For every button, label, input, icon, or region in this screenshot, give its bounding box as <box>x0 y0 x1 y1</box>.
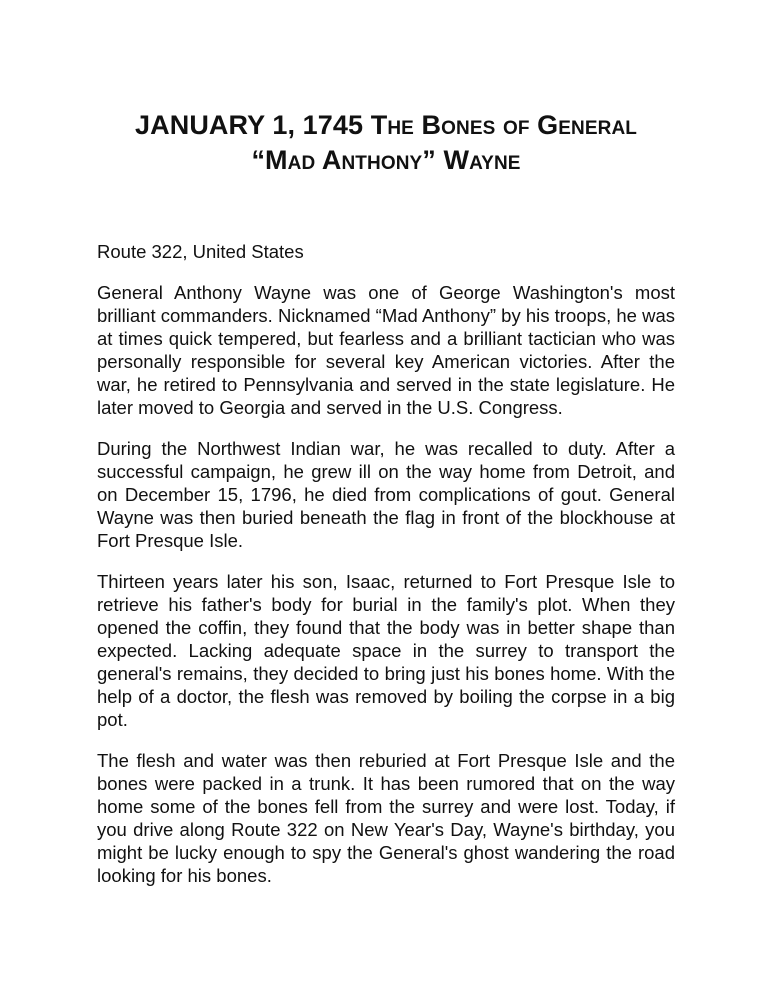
paragraph-3: Thirteen years later his son, Isaac, returned to Fort Presque Isle to retrieve his father's body for burial in the family's plot. When they opened the coffin, they found that the body was in better shape than expected. Lacking adequate space in the surrey to transport the general's remains, they decided to bring just his bones home. With the help of a doctor, the flesh was removed by boiling the corpse in a big pot. <box>97 571 675 730</box>
paragraph-2: During the Northwest Indian war, he was recalled to duty. After a successful campaign, he grew ill on the way home from Detroit, and on December 15, 1796, he died from complications of gout. General Wayne was then buried beneath the flag in front of the blockhouse at Fort Presque Isle. <box>97 438 675 551</box>
location-line: Route 322, United States <box>97 241 304 262</box>
title-line-2: “Mad Anthony” Wayne <box>251 145 521 175</box>
page-title <box>97 108 675 178</box>
paragraph-4: The flesh and water was then reburied at Fort Presque Isle and the bones were packed in a trunk. It has been rumored that on the way home some of the bones fell from the surrey and were lost. Today, if you drive along Route 322 on New Year's Day, Wayne's birthday, you might be lucky enough to spy the General's ghost wandering the road looking for his bones. <box>97 750 675 886</box>
title-line-1-text: The Bones of General <box>370 110 637 140</box>
title-date: JANUARY 1, 1745 <box>135 110 364 140</box>
title-line-1 <box>97 108 675 143</box>
paragraph-1: General Anthony Wayne was one of George Washington's most brilliant commanders. Nicknamed “Mad Anthony” by his troops, he was at times quick tempered, but fearless and a brilliant tactician who was personally responsible for several key American victories. After the war, he retired to Pennsylvania and served in the state legislature. He later moved to Georgia and served in the U.S. Congress. <box>97 282 675 418</box>
